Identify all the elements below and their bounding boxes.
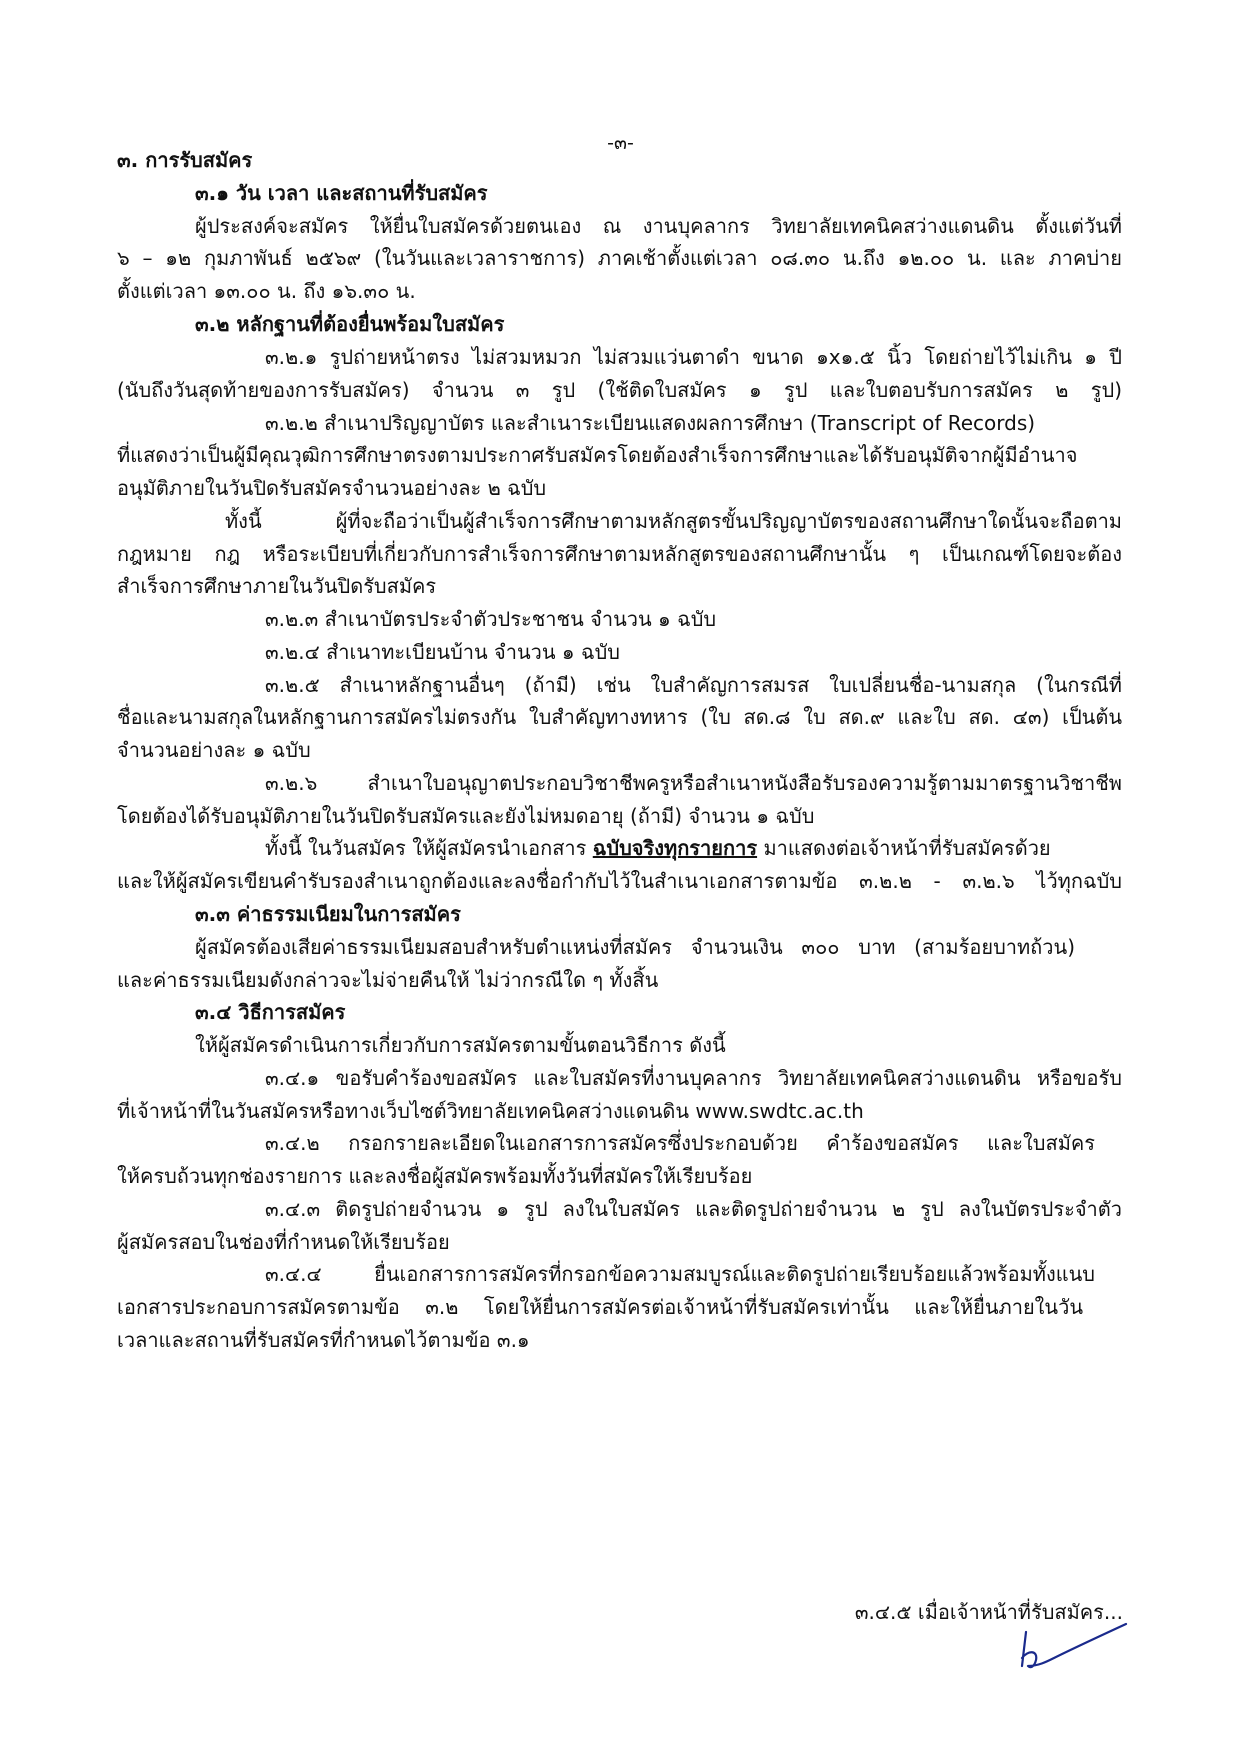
- item-3-2-2-line: ที่แสดงว่าเป็นผู้มีคุณวุฒิการศึกษาตรงตามประกาศรับสมัครโดยต้องสำเร็จการศึกษาและได้รับอนุมัติจากผู้มีอำนาจ: [117, 443, 1078, 467]
- item-3-2-6-line: โดยต้องได้รับอนุมัติภายในวันปิดรับสมัครและยังไม่หมดอายุ (ถ้ามี) จำนวน ๑ ฉบับ: [117, 804, 815, 828]
- note-2-text: ทั้งนี้ ในวันสมัคร ให้ผู้สมัครนำเอกสาร: [265, 836, 587, 860]
- item-3-4-4-line: ๓.๔.๔ ยื่นเอกสารการสมัครที่กรอกข้อความสมบูรณ์และติดรูปถ่ายเรียบร้อยแล้วพร้อมทั้งแนบ: [265, 1262, 1095, 1286]
- note-1-line: ทั้งนี้ ผู้ที่จะถือว่าเป็นผู้สำเร็จการศึกษาตามหลักสูตรขั้นปริญญาบัตรของสถานศึกษาใดนั้นจะถือตาม: [225, 509, 1122, 533]
- paragraph-line: และค่าธรรมเนียมดังกล่าวจะไม่จ่ายคืนให้ ไม่ว่ากรณีใด ๆ ทั้งสิ้น: [117, 968, 659, 992]
- item-3-4-2-line: ๓.๔.๒ กรอกรายละเอียดในเอกสารการสมัครซึ่งประกอบด้วย คำร้องขอสมัคร และใบสมัคร: [265, 1131, 1095, 1155]
- item-3-4-3-line: ๓.๔.๓ ติดรูปถ่ายจำนวน ๑ รูป ลงในใบสมัคร และติดรูปถ่ายจำนวน ๒ รูป ลงในบัตรประจำตัว: [265, 1197, 1122, 1221]
- item-3-2-5-line: จำนวนอย่างละ ๑ ฉบับ: [117, 738, 311, 762]
- note-1-line: สำเร็จการศึกษาภายในวันปิดรับสมัคร: [117, 574, 437, 598]
- heading-3-1: ๓.๑ วัน เวลา และสถานที่รับสมัคร: [195, 181, 488, 205]
- item-3-4-2-line: ให้ครบถ้วนทุกช่องรายการ และลงชื่อผู้สมัครพร้อมทั้งวันที่สมัครให้เรียบร้อย: [117, 1164, 753, 1188]
- item-3-4-4-line: เอกสารประกอบการสมัครตามข้อ ๓.๒ โดยให้ยื่นการสมัครต่อเจ้าหน้าที่รับสมัครเท่านั้น และให้ยื่นภายในวัน: [117, 1295, 1083, 1319]
- note-2-emphasis: ฉบับจริงทุกรายการ: [592, 836, 758, 860]
- item-3-2-5-line: ชื่อและนามสกุลในหลักฐานการสมัครไม่ตรงกัน ใบสำคัญทางทหาร (ใบ สด.๘ ใบ สด.๙ และใบ สด. ๔๓) เป็นต้น: [117, 705, 1122, 729]
- item-3-4-1-line: ที่เจ้าหน้าที่ในวันสมัครหรือทางเว็บไซต์วิทยาลัยเทคนิคสว่างแดนดิน www.swdtc.ac.th: [117, 1099, 864, 1123]
- paragraph-line: ๖ – ๑๒ กุมภาพันธ์ ๒๕๖๙ (ในวันและเวลาราชการ) ภาคเช้าตั้งแต่เวลา ๐๘.๓๐ น.ถึง ๑๒.๐๐ น. และ ภาคบ่าย: [117, 246, 1122, 270]
- item-3-2-4: ๓.๒.๔ สำเนาทะเบียนบ้าน จำนวน ๑ ฉบับ: [265, 640, 620, 664]
- paragraph-line: ตั้งแต่เวลา ๑๓.๐๐ น. ถึง ๑๖.๓๐ น.: [117, 279, 416, 303]
- item-3-2-2-line: อนุมัติภายในวันปิดรับสมัครจำนวนอย่างละ ๒ ฉบับ: [117, 476, 547, 500]
- note-2-text: มาแสดงต่อเจ้าหน้าที่รับสมัครด้วย: [763, 836, 1051, 860]
- item-3-4-1-line: ๓.๔.๑ ขอรับคำร้องขอสมัคร และใบสมัครที่งานบุคลากร วิทยาลัยเทคนิคสว่างแดนดิน หรือขอรับ: [265, 1066, 1122, 1090]
- item-3-2-5-line: ๓.๒.๕ สำเนาหลักฐานอื่นๆ (ถ้ามี) เช่น ใบสำคัญการสมรส ใบเปลี่ยนชื่อ-นามสกุล (ในกรณีที่: [265, 673, 1122, 697]
- section-title: ๓. การรับสมัคร: [117, 148, 253, 172]
- note-2-line: [265, 834, 1051, 862]
- page-number: -๓-: [607, 132, 634, 154]
- item-3-2-1-line: ๓.๒.๑ รูปถ่ายหน้าตรง ไม่สวมหมวก ไม่สวมแว่นตาดำ ขนาด ๑x๑.๕ นิ้ว โดยถ่ายไว้ไม่เกิน ๑ ปี: [265, 345, 1122, 369]
- item-3-2-6-line: ๓.๒.๖ สำเนาใบอนุญาตประกอบวิชาชีพครูหรือสำเนาหนังสือรับรองความรู้ตามมาตรฐานวิชาชีพ: [265, 771, 1122, 795]
- heading-3-3: ๓.๓ ค่าธรรมเนียมในการสมัคร: [195, 902, 461, 926]
- note-2-line: และให้ผู้สมัครเขียนคำรับรองสำเนาถูกต้องและลงชื่อกำกับไว้ในสำเนาเอกสารตามข้อ ๓.๒.๒ - ๓.๒.๖ ไว้ทุกฉบับ: [117, 869, 1122, 893]
- item-3-2-1-line: (นับถึงวันสุดท้ายของการรับสมัคร) จำนวน ๓ รูป (ใช้ติดใบสมัคร ๑ รูป และใบตอบรับการสมัคร ๒ รูป): [117, 378, 1122, 402]
- item-3-2-2-line: ๓.๒.๒ สำเนาปริญญาบัตร และสำเนาระเบียนแสดงผลการศึกษา (Transcript of Records): [265, 411, 1036, 435]
- paragraph-line: ให้ผู้สมัครดำเนินการเกี่ยวกับการสมัครตามขั้นตอนวิธีการ ดังนี้: [195, 1033, 726, 1057]
- note-1-line: กฎหมาย กฎ หรือระเบียบที่เกี่ยวกับการสำเร็จการศึกษาตามหลักสูตรของสถานศึกษานั้น ๆ เป็นเกณฑ์โดยจะต้อง: [117, 542, 1122, 566]
- paragraph-line: ผู้สมัครต้องเสียค่าธรรมเนียมสอบสำหรับตำแหน่งที่สมัคร จำนวนเงิน ๓๐๐ บาท (สามร้อยบาทถ้วน): [195, 935, 1075, 959]
- heading-3-2: ๓.๒ หลักฐานที่ต้องยื่นพร้อมใบสมัคร: [195, 312, 505, 336]
- heading-3-4: ๓.๔ วิธีการสมัคร: [195, 1000, 346, 1024]
- continuation-footer: ๓.๔.๕ เมื่อเจ้าหน้าที่รับสมัคร...: [854, 1600, 1123, 1624]
- item-3-2-3: ๓.๒.๓ สำเนาบัตรประจำตัวประชาชน จำนวน ๑ ฉบับ: [265, 607, 717, 631]
- paragraph-line: ผู้ประสงค์จะสมัคร ให้ยื่นใบสมัครด้วยตนเอง ณ งานบุคลากร วิทยาลัยเทคนิคสว่างแดนดิน ตั้งแต่วันที่: [195, 214, 1122, 238]
- handwritten-signature-icon: [1012, 1622, 1130, 1678]
- item-3-4-4-line: เวลาและสถานที่รับสมัครที่กำหนดไว้ตามข้อ ๓.๑: [117, 1328, 530, 1352]
- item-3-4-3-line: ผู้สมัครสอบในช่องที่กำหนดให้เรียบร้อย: [117, 1230, 450, 1254]
